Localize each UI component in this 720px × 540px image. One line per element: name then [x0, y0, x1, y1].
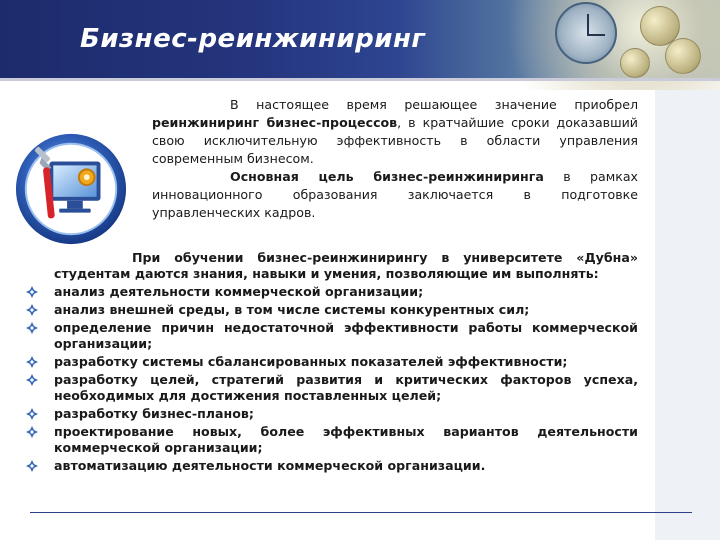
skills-list [26, 284, 638, 474]
intro-paragraph-1: В настоящее время решающее значение приобрел реинжиниринг бизнес-процессов, в кратчайшие сроки доказавший свою исключительную эффективность в области управления современным бизнесом. [152, 97, 638, 166]
diamond-bullet-icon [26, 374, 38, 386]
list-item: определение причин недостаточной эффективности работы коммерческой организации; [26, 320, 638, 352]
intro-paragraph-2: Основная цель бизнес-реинжиниринга в рамках инновационного образования заключается в подготовке управленческих кадров. [152, 169, 638, 220]
header-divider [0, 78, 720, 81]
diamond-bullet-icon [26, 426, 38, 438]
intro-emphasis: реинжиниринг бизнес-процессов [152, 115, 398, 130]
list-item: автоматизацию деятельности коммерческой организации. [26, 458, 638, 474]
list-item: разработку целей, стратегий развития и критических факторов успеха, необходимых для достижения поставленных целей; [26, 372, 638, 404]
diamond-bullet-icon [26, 304, 38, 316]
header-photo [460, 0, 720, 90]
list-item: проектирование новых, более эффективных вариантов деятельности коммерческой организации; [26, 424, 638, 456]
list-item: разработку бизнес-планов; [26, 406, 638, 422]
bottom-divider [30, 512, 692, 513]
intro-emphasis: Основная цель бизнес-реинжиниринга [230, 169, 544, 184]
diamond-bullet-icon [26, 460, 38, 472]
page-title: Бизнес-реинжиниринг [80, 24, 426, 54]
list-item: анализ деятельности коммерческой организации; [26, 284, 638, 300]
coin-image [665, 38, 701, 74]
coin-image [620, 48, 650, 78]
skills-section [26, 250, 638, 476]
side-strip [655, 90, 720, 540]
list-item: разработку системы сбалансированных показателей эффективности; [26, 354, 638, 370]
list-item: анализ внешней среды, в том числе системы конкурентных сил; [26, 302, 638, 318]
intro-text [152, 96, 638, 222]
diamond-bullet-icon [26, 286, 38, 298]
diamond-bullet-icon [26, 322, 38, 334]
skills-lead: При обучении бизнес-реинжинирингу в университете «Дубна» студентам даются знания, навыки и умения, позволяющие им выполнять: [54, 250, 638, 281]
diamond-bullet-icon [26, 408, 38, 420]
header-band [0, 0, 720, 78]
clock-image [555, 2, 617, 64]
diamond-bullet-icon [26, 356, 38, 368]
wrench-screwdriver-monitor-icon [12, 130, 130, 248]
